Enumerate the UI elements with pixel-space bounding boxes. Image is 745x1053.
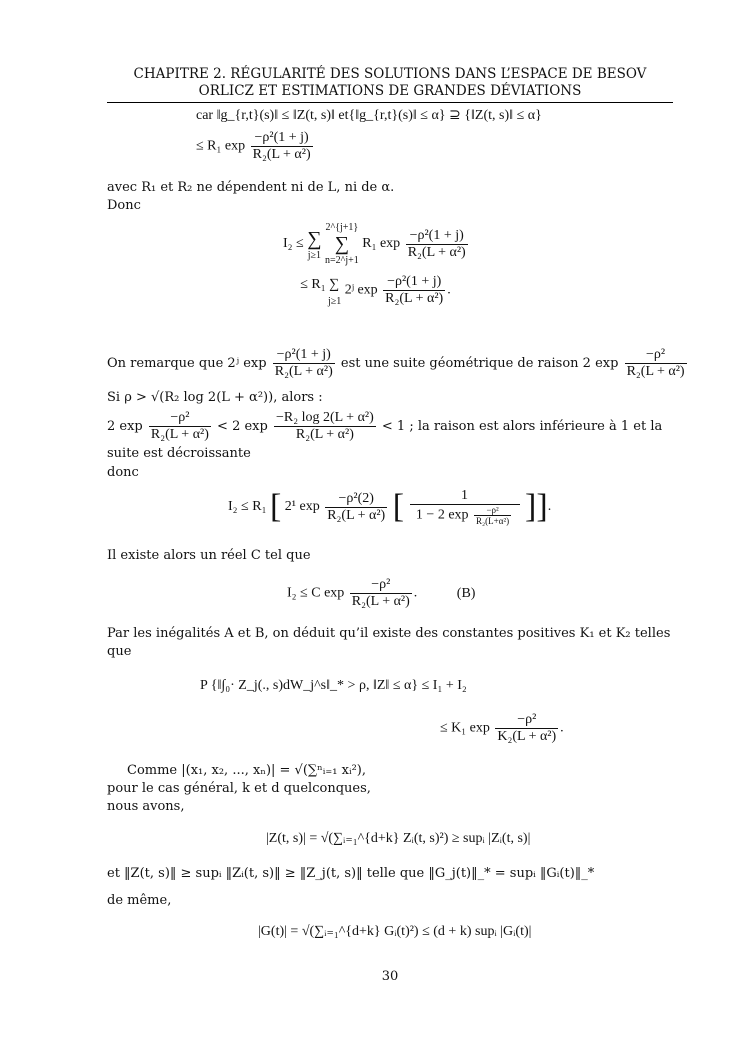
- equation-probability-bound: ≤ K₁ exp $\frac{\text{−ρ²}}{\text{K₂(L + α²)}}$ .: [440, 712, 564, 744]
- paragraph-cas-general: pour le cas général, k et d quelconques,: [107, 781, 371, 796]
- equation-I2-bracket: I₂ ≤ R₁ [ 2¹ exp $\frac{\text{−ρ²(2)}}{\text{R₂(L + α²)}}$ [ 1 1 − 2 exp $\frac{\text{−ρ²}}{\text{R₂(L+α²)}}$ ]].: [228, 488, 552, 526]
- equation-probability: P {‖∫₀· Z_j(., s)dW_j^s‖_* > ρ, ‖Z‖ ≤ α} ≤ I₁ + I₂: [200, 678, 467, 693]
- equation-I2-geometric: ≤ R₁ ∑ j≥1 2ʲ exp $\frac{\text{−ρ²(1 + j)}}{\text{R₂(L + α²)}}$ .: [300, 274, 451, 307]
- paragraph-donc: Donc: [107, 198, 141, 213]
- paragraph-il-existe: Il existe alors un réel C tel que: [107, 548, 311, 563]
- equation-Z-norm: |Z(t, s)| = √(∑ᵢ₌₁^{d+k} Zᵢ(t, s)²) ≥ supᵢ |Zᵢ(t, s)|: [266, 831, 531, 846]
- equation-I2-sum: I₂ ≤ ∑ j≥1 2^{j+1} ∑ n=2^j+1 R₁ exp $\frac{\text{−ρ²(1 + j)}}{\text{R₂(L + α²)}}$: [283, 222, 466, 266]
- header-rule: [107, 102, 673, 103]
- paragraph-par-les-inegalites: Par les inégalités A et B, on déduit qu’il existe des constantes positives K₁ et K₂ telles: [107, 626, 671, 641]
- paragraph-si-rho: Si ρ > √(R₂ log 2(L + α²)), alors :: [107, 390, 323, 405]
- paragraph-avec: avec R₁ et R₂ ne dépendent ni de L, ni de α.: [107, 180, 395, 195]
- equation-G-norm: |G(t)| = √(∑ᵢ₌₁^{d+k} Gᵢ(t)²) ≤ (d + k) supᵢ |Gᵢ(t)|: [258, 924, 532, 939]
- paragraph-de-meme: de même,: [107, 893, 172, 908]
- paragraph-donc-2: donc: [107, 465, 139, 480]
- paragraph-comme: Comme |(x₁, x₂, ..., xₙ)| = √(∑ⁿᵢ₌₁ xᵢ²),: [127, 763, 366, 778]
- paragraph-inequality: 2 exp $\frac{\text{−ρ²}}{\text{R₂(L + α²)}}$ < 2 exp $\frac{\text{−R₂ log 2(L + α²)}}{\text{R₂(L + α²)}}$ < 1 ; la raison est alors inférieure à 1 et la: [107, 410, 663, 442]
- equation-car-line: car ‖g_{r,t}(s)‖ ≤ ‖Z(t, s)‖ et{‖g_{r,t}(s)‖ ≤ α} ⊇ {‖Z(t, s)‖ ≤ α}: [196, 108, 542, 123]
- equation-bound-line: ≤ R₁ exp $\frac{\text{−ρ²(1 + j)}}{\text{R₂(L + α²)}}$: [196, 130, 311, 162]
- equation-B: I₂ ≤ C exp $\frac{\text{−ρ²}}{\text{R₂(L + α²)}}$ . (B): [287, 577, 476, 609]
- paragraph-et-Z: et ‖Z(t, s)‖ ≥ supᵢ ‖Zᵢ(t, s)‖ ≥ ‖Z_j(t, s)‖ telle que ‖G_j(t)‖_* = supᵢ ‖Gᵢ(t)‖_*: [107, 866, 595, 881]
- paragraph-suite: suite est décroissante: [107, 446, 251, 461]
- running-header-line2: ORLICZ ET ESTIMATIONS DE GRANDES DÉVIATIONS: [198, 83, 582, 99]
- paragraph-nous-avons: nous avons,: [107, 799, 185, 814]
- page-number: 30: [381, 969, 399, 984]
- paragraph-geometric-remark: On remarque que 2ʲ exp $\frac{\text{−ρ²(1 + j)}}{\text{R₂(L + α²)}}$ est une suite géométrique de raison 2 exp $\frac{\text{−ρ²}}{\text{R₂(L + α²)}}$: [107, 347, 685, 379]
- running-header-line1: CHAPITRE 2. RÉGULARITÉ DES SOLUTIONS DANS L’ESPACE DE BESOV: [133, 66, 647, 82]
- paragraph-que: que: [107, 644, 132, 659]
